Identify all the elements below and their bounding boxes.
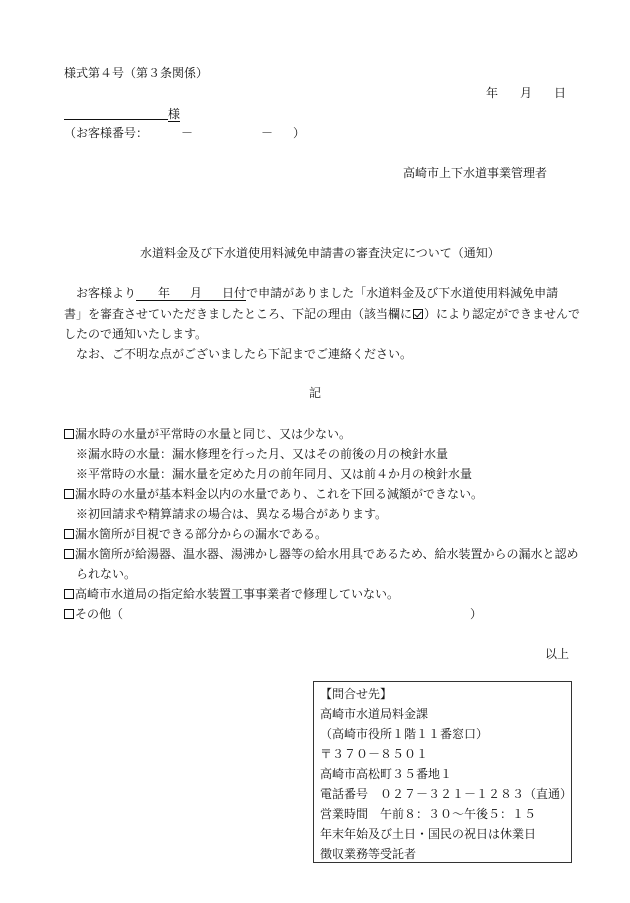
ki-heading: 記 — [309, 386, 322, 400]
checkbox-icon[interactable] — [64, 529, 74, 539]
contact-line: 〒３７０－８５０１ — [320, 747, 429, 761]
contact-heading: 【問合せ先】 — [320, 687, 393, 701]
reason-item-visible-leak[interactable] — [64, 528, 327, 540]
reason-item-other[interactable] — [64, 608, 123, 620]
body-paragraph-2: なお、ご不明な点がございましたら下記までご連絡ください。 — [76, 347, 413, 361]
reason-label: その他（ — [75, 607, 124, 621]
customer-number-dash-1: － — [181, 126, 194, 140]
body-paragraph-1-line-1 — [76, 287, 558, 299]
body-text: 書」を審査させていただきましたところ、下記の理由（該当欄に — [64, 307, 413, 321]
notice-title: 水道料金及び下水道使用料減免申請書の審査決定について（通知） — [140, 246, 500, 260]
date-month-label: 月 — [520, 86, 533, 100]
sender: 高崎市上下水道事業管理者 — [403, 166, 548, 180]
reason-note: ※初回請求や精算請求の場合は、異なる場合があります。 — [76, 507, 388, 521]
reason-item-basic-charge[interactable] — [64, 488, 483, 500]
date-line — [486, 87, 566, 99]
body-text: で申請がありました「水道料金及び下水道使用料減免申請 — [246, 286, 559, 300]
checked-box-icon — [413, 309, 423, 319]
reason-label: 漏水時の水量が基本料金以内の水量であり、これを下回る減額ができない。 — [75, 487, 484, 501]
customer-number-label: （お客様番号： — [64, 126, 149, 140]
customer-number-dash-2: － — [261, 126, 274, 140]
form-number: 様式第４号（第３条関係） — [64, 66, 209, 80]
checkbox-icon[interactable] — [64, 429, 74, 439]
reason-note: ※平常時の水量：漏水量を定めた月の前年同月、又は前４か月の検針水量 — [76, 467, 473, 481]
checkbox-icon[interactable] — [64, 609, 74, 619]
reason-label: 漏水箇所が給湯器、温水器、湯沸かし器等の給水用具であるため、給水装置からの漏水と認め — [75, 547, 579, 561]
checkbox-icon[interactable] — [64, 549, 74, 559]
application-year-label: 年 — [158, 286, 171, 300]
contact-line: 高崎市高松町３５番地１ — [320, 767, 453, 781]
date-day-label: 日 — [554, 86, 567, 100]
reason-label: 高崎市水道局の指定給水装置工事事業者で修理していない。 — [75, 587, 400, 601]
contact-line: 年末年始及び土日・国民の祝日は休業日 — [320, 827, 537, 841]
contact-line: 営業時間 午前８：３０～午後５：１５ — [320, 807, 537, 821]
reason-item-water-heater[interactable] — [64, 548, 579, 560]
contact-line: 電話番号 ０２７－３２１－１２８３（直通） — [320, 787, 573, 801]
customer-number-line — [64, 127, 305, 139]
checkbox-icon[interactable] — [64, 489, 74, 499]
reason-label: 漏水箇所が目視できる部分からの漏水である。 — [75, 527, 328, 541]
date-year-label: 年 — [486, 86, 499, 100]
body-text: ）により認定ができませんで — [424, 307, 581, 321]
contact-line: （高崎市役所１階１１番窓口） — [320, 727, 489, 741]
reason-item-not-designated-contractor[interactable] — [64, 588, 399, 600]
reason-continuation: られない。 — [76, 567, 137, 581]
recipient-name-blank — [64, 107, 168, 120]
checkbox-icon[interactable] — [64, 589, 74, 599]
body-paragraph-1-line-3: したので通知いたします。 — [64, 327, 208, 341]
application-month-label: 月 — [190, 286, 203, 300]
reason-label: 漏水時の水量が平常時の水量と同じ、又は少ない。 — [75, 427, 352, 441]
body-paragraph-1-line-2 — [64, 308, 580, 320]
recipient-line — [64, 107, 180, 120]
application-day-label: 日付 — [222, 286, 247, 300]
body-prefix: お客様より — [76, 286, 137, 300]
reason-item-same-volume[interactable] — [64, 428, 351, 440]
recipient-suffix: 様 — [168, 107, 181, 121]
contact-line: 高崎市水道局料金課 — [320, 707, 429, 721]
ijou: 以上 — [545, 647, 570, 661]
reason-note: ※漏水時の水量：漏水修理を行った月、又はその前後の月の検針水量 — [76, 447, 449, 461]
application-date-blank — [136, 286, 246, 301]
contact-box — [313, 681, 572, 863]
other-close-paren: ） — [470, 607, 483, 621]
contact-line: 徴収業務等受託者 — [320, 847, 417, 861]
customer-number-close: ） — [293, 126, 306, 140]
